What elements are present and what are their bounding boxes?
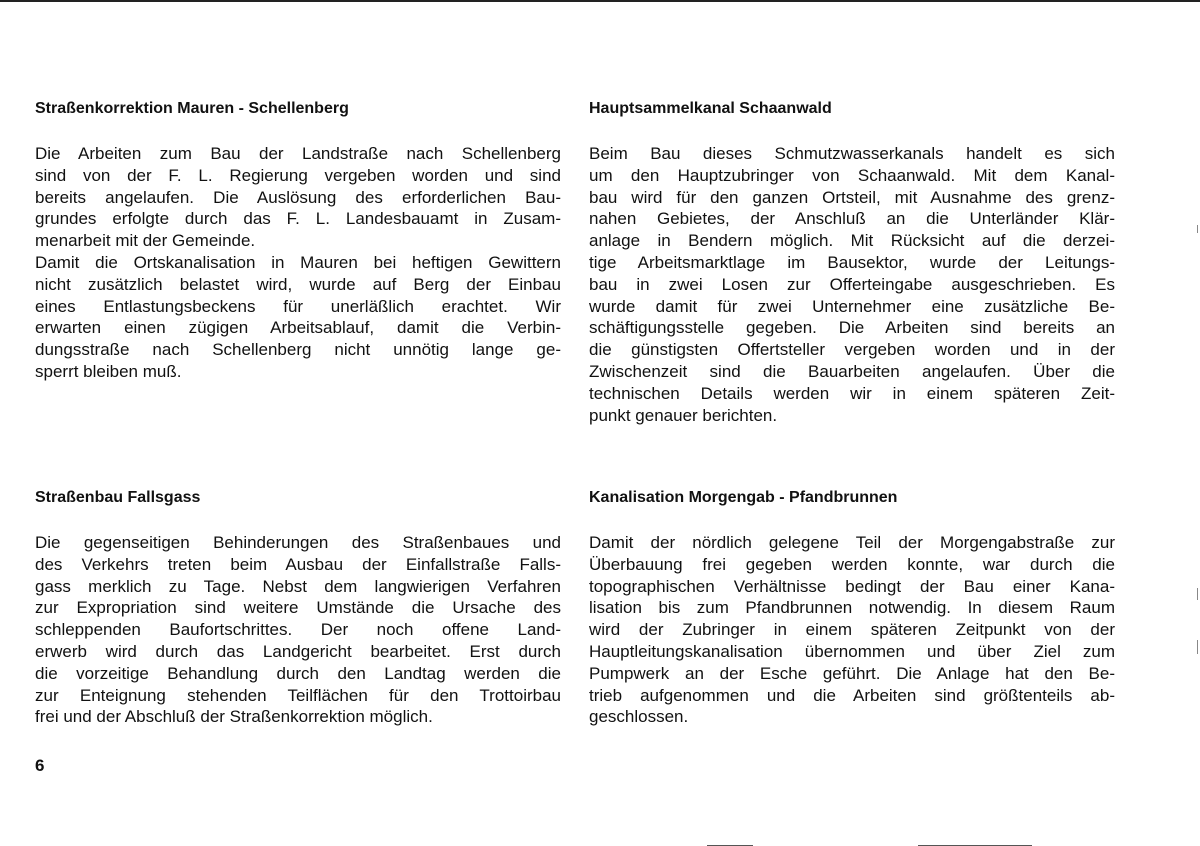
text-line: frei und der Abschluß der Straßenkorrektion möglich. (35, 707, 433, 727)
text-line: tige Arbeitsmarktlage im Bausektor, wurde der Leitungs- (589, 252, 1115, 272)
text-line: technischen Details werden wir in einem späteren Zeit- (589, 383, 1115, 403)
text-line: lisation bis zum Pfandbrunnen notwendig. In diesem Raum (589, 598, 1115, 618)
text-line: Beim Bau dieses Schmutzwasserkanals handelt es sich (589, 144, 1115, 163)
article-body (589, 143, 1115, 426)
text-line: wurde damit für zwei Unternehmer eine zusätzliche Be- (589, 296, 1115, 316)
article-heading: Straßenkorrektion Mauren - Schellenberg (35, 100, 349, 117)
text-line: topographischen Verhältnisse bedingt der Bau einer Kana- (589, 576, 1115, 596)
text-line: erwarten einen zügigen Arbeitsablauf, damit die Verbin- (35, 318, 561, 338)
top-rule (0, 0, 1200, 2)
text-line: Damit die Ortskanalisation in Mauren bei heftigen Gewittern (35, 252, 561, 272)
text-line: des Verkehrs treten beim Ausbau der Einfallstraße Falls- (35, 554, 561, 574)
text-line: bau in zwei Losen zur Offerteingabe ausgeschrieben. Es (589, 274, 1115, 294)
text-line: die günstigsten Offertsteller vergeben worden und in der (589, 340, 1115, 360)
text-line: nahen Gebietes, der Anschluß an die Unterländer Klär- (589, 209, 1115, 229)
article-strassenkorrektion-mauren (35, 99, 561, 383)
scan-artifact (1197, 225, 1198, 233)
article-hauptsammelkanal-schaanwald (589, 99, 1115, 426)
text-line: sind von der F. L. Regierung vergeben worden und sind (35, 165, 561, 185)
scan-artifact (1197, 588, 1198, 600)
text-line: anlage in Bendern möglich. Mit Rücksicht auf die derzei- (589, 231, 1115, 251)
text-line: grundes erfolgte durch das F. L. Landesbauamt in Zusam- (35, 209, 561, 229)
article-body (35, 532, 561, 728)
text-line: Pumpwerk an der Esche geführt. Die Anlage hat den Be- (589, 663, 1115, 683)
text-line: schäftigungsstelle gegeben. Die Arbeiten sind bereits an (589, 318, 1115, 338)
text-line: schleppenden Baufortschrittes. Der noch offene Land- (35, 620, 561, 640)
text-line: dungsstraße nach Schellenberg nicht unnötig lange ge- (35, 340, 561, 360)
article-heading: Kanalisation Morgengab - Pfandbrunnen (589, 489, 898, 506)
text-line: um den Hauptzubringer von Schaanwald. Mit dem Kanal- (589, 165, 1115, 185)
text-line: menarbeit mit der Gemeinde. (35, 231, 256, 251)
article-heading: Hauptsammelkanal Schaanwald (589, 100, 832, 117)
text-line: Die Arbeiten zum Bau der Landstraße nach Schellenberg (35, 144, 561, 163)
text-line: bau wird für den ganzen Ortsteil, mit Ausnahme des grenz- (589, 187, 1115, 207)
text-line: Hauptleitungskanalisation übernommen und über Ziel zum (589, 641, 1115, 661)
text-line: die vorzeitige Behandlung durch den Landtag werden die (35, 663, 561, 683)
text-line: erwerb wird durch das Landgericht bearbeitet. Erst durch (35, 641, 561, 661)
article-kanalisation-morgengab (589, 488, 1115, 728)
text-line: nicht zusätzlich belastet wird, wurde auf Berg der Einbau (35, 274, 561, 294)
text-line: Die gegenseitigen Behinderungen des Straßenbaues und (35, 533, 561, 552)
text-line: zur Enteignung stehenden Teilflächen für den Trottoirbau (35, 685, 561, 705)
article-heading: Straßenbau Fallsgass (35, 489, 201, 506)
text-line: geschlossen. (589, 707, 689, 727)
article-body (35, 143, 561, 383)
text-line: trieb aufgenommen und die Arbeiten sind größtenteils ab- (589, 685, 1115, 705)
text-line: Damit der nördlich gelegene Teil der Morgengabstraße zur (589, 533, 1115, 552)
text-line: wird der Zubringer in einem späteren Zeitpunkt von der (589, 620, 1115, 640)
text-line: punkt genauer berichten. (589, 405, 778, 425)
text-line: zur Expropriation sind weitere Umstände die Ursache des (35, 598, 561, 618)
text-line: sperrt bleiben muß. (35, 361, 182, 381)
scan-artifact (1197, 640, 1198, 654)
text-line: bereits angelaufen. Die Auslösung des erforderlichen Bau- (35, 187, 561, 207)
page-number: 6 (35, 756, 45, 775)
text-line: Überbauung frei gegeben werden konnte, war durch die (589, 554, 1115, 574)
article-strassenbau-fallsgass (35, 488, 561, 728)
text-line: eines Entlastungsbeckens für unerläßlich erachtet. Wir (35, 296, 561, 316)
text-line: Zwischenzeit sind die Bauarbeiten angelaufen. Über die (589, 361, 1115, 381)
article-body (589, 532, 1115, 728)
text-line: gass merklich zu Tage. Nebst dem langwierigen Verfahren (35, 576, 561, 596)
